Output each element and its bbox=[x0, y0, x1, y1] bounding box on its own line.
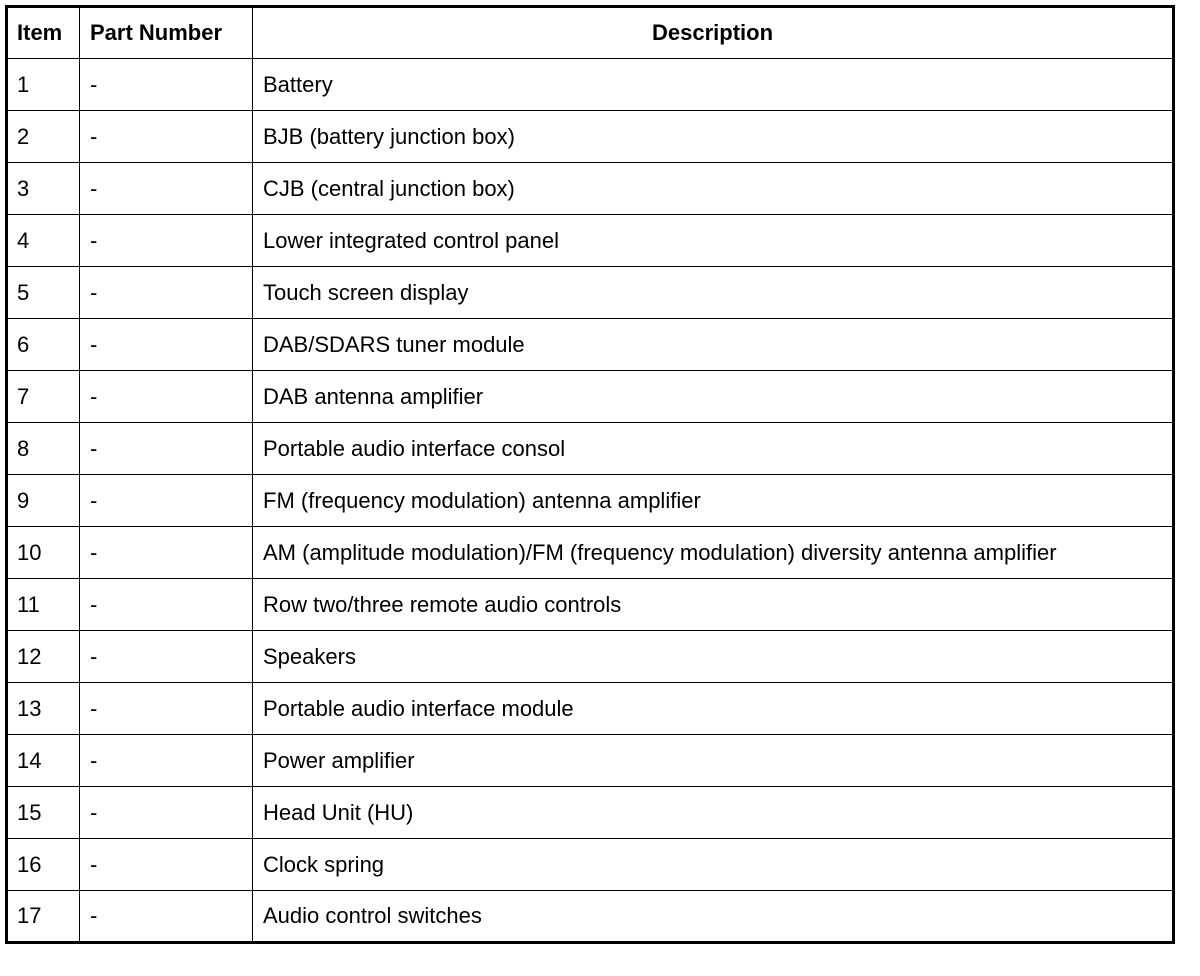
cell-description: Portable audio interface module bbox=[253, 683, 1174, 735]
table-row bbox=[7, 631, 1174, 683]
table-row bbox=[7, 735, 1174, 787]
header-description: Description bbox=[253, 7, 1174, 59]
cell-item: 2 bbox=[7, 111, 80, 163]
table-row bbox=[7, 319, 1174, 371]
cell-description: Audio control switches bbox=[253, 891, 1174, 943]
cell-item: 4 bbox=[7, 215, 80, 267]
cell-item: 11 bbox=[7, 579, 80, 631]
cell-description: DAB/SDARS tuner module bbox=[253, 319, 1174, 371]
cell-part-number: - bbox=[80, 111, 253, 163]
table-row bbox=[7, 215, 1174, 267]
table-row bbox=[7, 527, 1174, 579]
cell-description: BJB (battery junction box) bbox=[253, 111, 1174, 163]
cell-part-number: - bbox=[80, 683, 253, 735]
cell-part-number: - bbox=[80, 371, 253, 423]
header-row bbox=[7, 7, 1174, 59]
cell-part-number: - bbox=[80, 423, 253, 475]
header-part-number: Part Number bbox=[80, 7, 253, 59]
cell-part-number: - bbox=[80, 475, 253, 527]
cell-part-number: - bbox=[80, 839, 253, 891]
cell-item: 16 bbox=[7, 839, 80, 891]
cell-item: 13 bbox=[7, 683, 80, 735]
header-item: Item bbox=[7, 7, 80, 59]
table-row bbox=[7, 371, 1174, 423]
cell-item: 15 bbox=[7, 787, 80, 839]
cell-item: 7 bbox=[7, 371, 80, 423]
cell-part-number: - bbox=[80, 267, 253, 319]
cell-item: 10 bbox=[7, 527, 80, 579]
table-row bbox=[7, 579, 1174, 631]
cell-part-number: - bbox=[80, 59, 253, 111]
cell-description: DAB antenna amplifier bbox=[253, 371, 1174, 423]
table-row bbox=[7, 423, 1174, 475]
table-row bbox=[7, 163, 1174, 215]
cell-part-number: - bbox=[80, 319, 253, 371]
table-row bbox=[7, 267, 1174, 319]
cell-description: Head Unit (HU) bbox=[253, 787, 1174, 839]
parts-table bbox=[5, 5, 1175, 944]
table-row bbox=[7, 891, 1174, 943]
cell-item: 8 bbox=[7, 423, 80, 475]
cell-part-number: - bbox=[80, 735, 253, 787]
table-row bbox=[7, 787, 1174, 839]
cell-description: Row two/three remote audio controls bbox=[253, 579, 1174, 631]
cell-item: 5 bbox=[7, 267, 80, 319]
cell-description: Clock spring bbox=[253, 839, 1174, 891]
cell-description: Speakers bbox=[253, 631, 1174, 683]
cell-item: 17 bbox=[7, 891, 80, 943]
cell-description: Lower integrated control panel bbox=[253, 215, 1174, 267]
table-header bbox=[7, 7, 1174, 59]
cell-description: Touch screen display bbox=[253, 267, 1174, 319]
cell-item: 9 bbox=[7, 475, 80, 527]
cell-description: FM (frequency modulation) antenna amplifier bbox=[253, 475, 1174, 527]
cell-item: 14 bbox=[7, 735, 80, 787]
cell-part-number: - bbox=[80, 163, 253, 215]
table-body bbox=[7, 59, 1174, 943]
table-row bbox=[7, 111, 1174, 163]
cell-description: Power amplifier bbox=[253, 735, 1174, 787]
cell-part-number: - bbox=[80, 891, 253, 943]
cell-part-number: - bbox=[80, 631, 253, 683]
cell-part-number: - bbox=[80, 787, 253, 839]
cell-description: AM (amplitude modulation)/FM (frequency modulation) diversity antenna amplifier bbox=[253, 527, 1174, 579]
cell-description: Battery bbox=[253, 59, 1174, 111]
cell-part-number: - bbox=[80, 215, 253, 267]
cell-part-number: - bbox=[80, 579, 253, 631]
cell-item: 12 bbox=[7, 631, 80, 683]
cell-item: 1 bbox=[7, 59, 80, 111]
table-row bbox=[7, 475, 1174, 527]
cell-item: 3 bbox=[7, 163, 80, 215]
table-row bbox=[7, 839, 1174, 891]
cell-item: 6 bbox=[7, 319, 80, 371]
cell-description: CJB (central junction box) bbox=[253, 163, 1174, 215]
cell-description: Portable audio interface consol bbox=[253, 423, 1174, 475]
cell-part-number: - bbox=[80, 527, 253, 579]
table-row bbox=[7, 59, 1174, 111]
table-row bbox=[7, 683, 1174, 735]
